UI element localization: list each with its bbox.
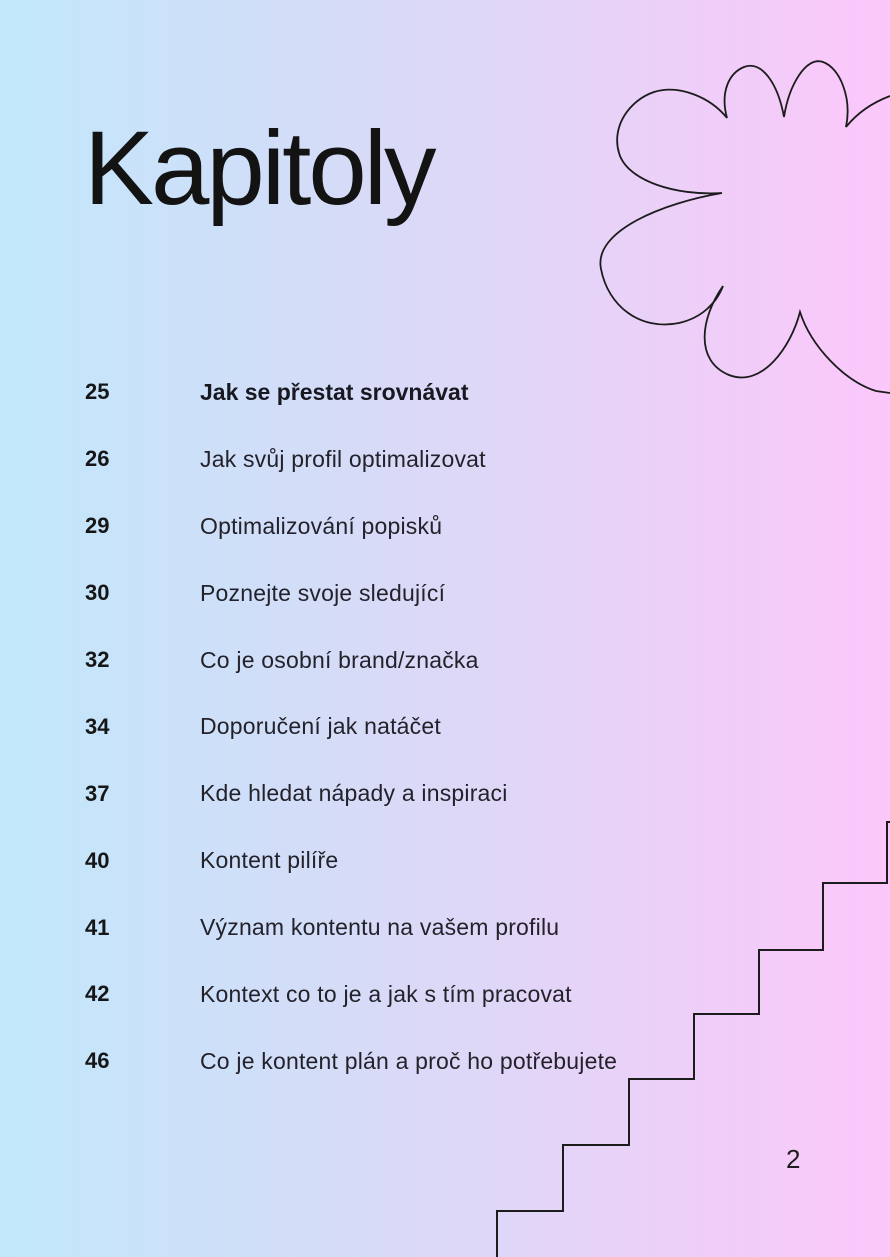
- chapter-title: Co je osobní brand/značka: [200, 646, 479, 673]
- chapter-page-number: 29: [85, 513, 110, 539]
- chapter-row: [85, 627, 725, 694]
- chapter-row: [85, 760, 725, 827]
- flower-icon: [600, 61, 890, 393]
- chapter-page-number: 30: [85, 580, 110, 606]
- chapter-row: [85, 493, 725, 560]
- chapter-title: Kontent pilíře: [200, 847, 339, 874]
- chapter-title: Optimalizování popisků: [200, 512, 443, 539]
- chapter-title: Doporučení jak natáčet: [200, 713, 441, 740]
- chapter-row: [85, 827, 725, 894]
- chapter-title: Kde hledat nápady a inspiraci: [200, 780, 508, 807]
- chapter-row: [85, 1028, 725, 1095]
- page-title: Kapitoly: [84, 110, 434, 227]
- chapter-row: [85, 693, 725, 760]
- chapter-page-number: 26: [85, 446, 110, 472]
- chapter-page-number: 32: [85, 647, 110, 672]
- chapter-title: Kontext co to je a jak s tím pracovat: [200, 980, 572, 1007]
- chapter-page-number: 37: [85, 780, 110, 806]
- chapter-row: [85, 560, 725, 627]
- chapter-page-number: 34: [85, 713, 110, 739]
- chapter-title: Jak se přestat srovnávat: [200, 378, 469, 405]
- chapter-row: [85, 359, 725, 426]
- chapter-page-number: 41: [85, 914, 110, 940]
- chapter-title: Význam kontentu na vašem profilu: [200, 914, 560, 941]
- chapter-title: Co je kontent plán a proč ho potřebujete: [200, 1047, 618, 1074]
- chapter-page-number: 40: [85, 847, 110, 873]
- chapter-title: Poznejte svoje sledující: [200, 579, 446, 606]
- chapter-page-number: 25: [85, 379, 110, 405]
- chapter-row: [85, 426, 725, 493]
- chapter-title: Jak svůj profil optimalizovat: [200, 445, 486, 472]
- chapter-row: [85, 961, 725, 1028]
- page-number: 2: [786, 1144, 801, 1174]
- chapter-page-number: 46: [85, 1048, 110, 1074]
- chapter-list: [85, 359, 725, 1095]
- chapter-row: [85, 894, 725, 961]
- chapter-page-number: 42: [85, 981, 110, 1007]
